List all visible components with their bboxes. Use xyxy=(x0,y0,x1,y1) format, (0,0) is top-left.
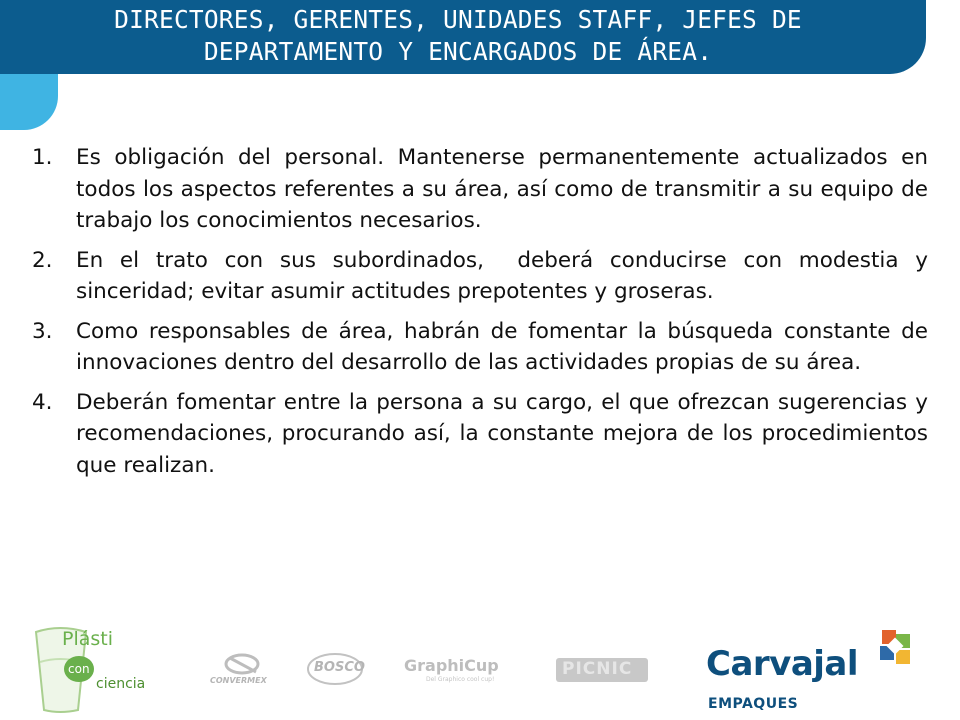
list-item-number: 2. xyxy=(32,247,53,273)
list-item-text: Es obligación del personal. Mantenerse permanentemente actualizados en todos los aspectos referentes a su área, así como de transmitir a su equipo de trabajo los conocimientos necesarios. xyxy=(76,145,928,233)
ciencia-label: ciencia xyxy=(96,676,146,692)
carvajal-logo xyxy=(706,626,926,720)
picnic-label: PICNIC xyxy=(562,659,633,679)
list-item-text: Como responsables de área, habrán de fomentar la búsqueda constante de innovaciones dentro del desarrollo de las actividades propias de su área. xyxy=(76,318,928,375)
bosco-label: BOSCO xyxy=(314,660,365,675)
footer-logos xyxy=(0,612,960,720)
list-item-number: 4. xyxy=(32,389,53,415)
list-item xyxy=(32,387,928,482)
plasticonciencia-logo xyxy=(30,622,160,712)
list-item-text: En el trato con sus subordinados, deberá conducirse con modestia y sinceridad; evitar asumir actitudes prepotentes y groseras. xyxy=(76,247,935,304)
carvajal-emblem-icon xyxy=(876,628,916,668)
graphicup-logo xyxy=(404,656,524,692)
list-item xyxy=(32,316,928,379)
list-item-number: 3. xyxy=(32,318,53,344)
page-title xyxy=(40,4,876,68)
picnic-logo xyxy=(556,658,648,682)
carvajal-label: Carvajal xyxy=(706,644,859,684)
page-title-line-1: DIRECTORES, GERENTES, UNIDADES STAFF, JEFES DE xyxy=(114,5,802,34)
list-item-text: Deberán fomentar entre la persona a su cargo, el que ofrezcan sugerencias y recomendaciones, procurando así, la constante mejora de los procedimientos que realizan. xyxy=(76,389,928,478)
carvajal-sub-label: EMPAQUES xyxy=(708,696,799,712)
bosco-logo xyxy=(306,652,366,688)
header-bar xyxy=(0,0,926,74)
convermex-logo xyxy=(210,652,280,692)
plasti-label: Plásti xyxy=(62,628,114,650)
list-item xyxy=(32,245,935,308)
list-item xyxy=(32,142,928,237)
graphicup-label: GraphiCup xyxy=(404,656,499,675)
con-label: con xyxy=(64,656,94,682)
obligations-list xyxy=(32,142,935,489)
graphicup-tagline: Del Graphico cool cup! xyxy=(426,676,495,683)
page-title-line-2: DEPARTAMENTO Y ENCARGADOS DE ÁREA. xyxy=(203,37,713,66)
convermex-label: CONVERMEX xyxy=(210,676,267,685)
list-item-number: 1. xyxy=(32,145,53,170)
